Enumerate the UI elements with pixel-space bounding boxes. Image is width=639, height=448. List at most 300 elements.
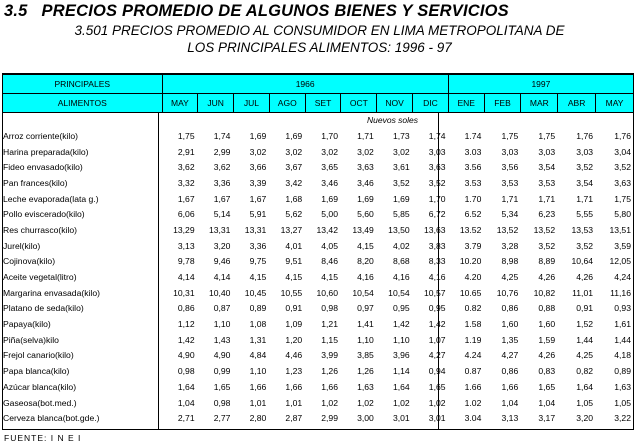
price-cell: 3,13: [177, 240, 195, 251]
header-month: JUN: [198, 94, 234, 113]
row-label: Leche evaporada(lata g.): [3, 193, 99, 204]
price-cell: 5,55: [576, 209, 594, 220]
price-cell: 13,27: [280, 224, 303, 235]
price-cell: 5,91: [249, 209, 267, 220]
price-cell: 1,04: [538, 397, 556, 408]
price-cell: 3,46: [321, 177, 338, 188]
price-cell: 2,71: [177, 413, 195, 424]
price-cell: 1,64: [177, 381, 195, 392]
price-cell: 3.56: [464, 162, 482, 173]
table-row: [2, 206, 634, 222]
price-cell: 1,71: [357, 130, 374, 141]
table-row: [2, 332, 634, 348]
price-cell: 1,35: [501, 334, 519, 345]
price-cell: 4,25: [576, 350, 594, 361]
price-cell: 3,52: [576, 240, 594, 251]
price-cell: 1,67: [177, 193, 195, 204]
price-cell: 1,69: [392, 193, 410, 204]
price-cell: 1,59: [538, 334, 556, 345]
price-cell: 1,15: [321, 334, 338, 345]
price-cell: 13,29: [173, 224, 195, 235]
price-cell: 1,14: [392, 366, 410, 377]
price-cell: 3,04: [614, 146, 631, 157]
price-cell: 1,44: [576, 334, 594, 345]
price-cell: 0,94: [428, 366, 446, 377]
price-cell: 1.19: [464, 334, 482, 345]
price-cell: 3,17: [538, 413, 556, 424]
row-label: Res churrasco(kilo): [3, 224, 78, 235]
price-cell: 3,54: [576, 177, 594, 188]
price-cell: 1,10: [392, 334, 410, 345]
price-cell: 3.03: [464, 146, 482, 157]
price-cell: 10,64: [571, 256, 594, 267]
price-cell: 2,77: [213, 413, 231, 424]
price-cell: 4,90: [213, 350, 231, 361]
price-cell: 1,42: [392, 319, 410, 330]
price-cell: 0,95: [392, 303, 410, 314]
price-cell: 1,31: [249, 334, 267, 345]
price-cell: 4,15: [285, 272, 303, 283]
price-cell: 0,95: [428, 303, 446, 314]
price-cell: 0,89: [614, 366, 631, 377]
price-cell: 8,33: [428, 256, 446, 267]
data-table: [2, 128, 634, 426]
price-cell: 3,02: [321, 146, 338, 157]
price-cell: 10,40: [208, 287, 231, 298]
price-cell: 5,62: [285, 209, 303, 220]
row-label: Harina preparada(kilo): [3, 146, 89, 157]
header-month: MAY: [162, 94, 198, 113]
price-cell: 1,20: [285, 334, 303, 345]
table-row: [2, 191, 634, 207]
price-cell: 2,99: [213, 146, 231, 157]
price-cell: 3,02: [392, 146, 410, 157]
header-month: NOV: [377, 94, 413, 113]
price-cell: 1,61: [614, 319, 631, 330]
header-month: ABR: [558, 94, 596, 113]
price-cell: 4,26: [538, 350, 556, 361]
price-cell: 1,60: [538, 319, 556, 330]
table-row: [2, 301, 634, 317]
price-cell: 1,04: [177, 397, 195, 408]
price-cell: 1,43: [213, 334, 231, 345]
price-cell: 8,98: [501, 256, 519, 267]
price-cell: 3,03: [576, 146, 594, 157]
price-cell: 0,83: [538, 366, 556, 377]
price-cell: 0,82: [576, 366, 594, 377]
price-cell: 1,75: [501, 130, 519, 141]
row-label: Cojinova(kilo): [3, 256, 56, 267]
price-cell: 0,88: [538, 303, 556, 314]
price-cell: 9,75: [249, 256, 267, 267]
row-label: Papa blanca(kilo): [3, 366, 70, 377]
price-cell: 1,74: [213, 130, 231, 141]
table-row: [2, 144, 634, 160]
price-cell: 3,85: [357, 350, 374, 361]
header-label-bottom: ALIMENTOS: [3, 94, 163, 113]
price-cell: 1,63: [357, 381, 374, 392]
table-row: [2, 222, 634, 238]
price-cell: 3,62: [213, 162, 231, 173]
price-cell: 3,61: [392, 162, 410, 173]
price-cell: 6,06: [177, 209, 195, 220]
price-cell: 1,05: [576, 397, 594, 408]
price-cell: 1,41: [357, 319, 374, 330]
price-cell: 1,69: [321, 193, 338, 204]
price-cell: 1,26: [321, 366, 338, 377]
row-label: Platano de seda(kilo): [3, 303, 84, 314]
price-cell: 1,02: [428, 397, 446, 408]
price-cell: 3,62: [177, 162, 195, 173]
price-cell: 3,03: [428, 146, 446, 157]
price-cell: 3,54: [538, 162, 556, 173]
price-cell: 1,65: [428, 381, 446, 392]
price-cell: 5,85: [392, 209, 410, 220]
price-cell: 4,14: [177, 272, 195, 283]
price-cell: 12,05: [609, 256, 631, 267]
price-cell: 3,83: [428, 240, 446, 251]
price-cell: 4,27: [501, 350, 519, 361]
price-cell: 1,12: [177, 319, 195, 330]
price-cell: 6,72: [428, 209, 446, 220]
price-cell: 9,78: [177, 256, 195, 267]
price-cell: 6.52: [464, 209, 482, 220]
price-cell: 1,01: [285, 397, 303, 408]
row-label: Piña(selva)kilo: [3, 334, 59, 345]
table-title: [0, 22, 639, 56]
price-cell: 8,89: [538, 256, 556, 267]
row-label: Fideo envasado(kilo): [3, 162, 83, 173]
source-note: FUENTE: I N E I: [4, 433, 82, 443]
price-cell: 4,26: [538, 272, 556, 283]
price-cell: 1,69: [285, 130, 303, 141]
price-cell: 1,70: [321, 130, 338, 141]
row-label: Aceite vegetal(litro): [3, 272, 77, 283]
table-row: [2, 159, 634, 175]
price-cell: 3,63: [428, 162, 446, 173]
price-cell: 1,73: [392, 130, 410, 141]
price-cell: 1,02: [392, 397, 410, 408]
price-cell: 4,16: [392, 272, 410, 283]
table-row: [2, 285, 634, 301]
price-cell: 10,54: [352, 287, 374, 298]
price-cell: 1.74: [464, 130, 482, 141]
header-month: ENE: [448, 94, 484, 113]
price-cell: 0,98: [177, 366, 195, 377]
price-cell: 5,14: [213, 209, 231, 220]
price-cell: 3,52: [392, 177, 410, 188]
price-cell: 0.82: [464, 303, 482, 314]
table-title-line2: LOS PRINCIPALES ALIMENTOS: 1996 - 97: [187, 40, 452, 55]
price-cell: 0.87: [464, 366, 482, 377]
price-cell: 1,75: [177, 130, 195, 141]
header-month: DIC: [412, 94, 448, 113]
section-number: 3.5: [4, 2, 28, 20]
price-cell: 13,31: [244, 224, 267, 235]
price-cell: 3,03: [538, 146, 556, 157]
table-row: [2, 363, 634, 379]
price-cell: 10,76: [496, 287, 519, 298]
table-row: [2, 254, 634, 270]
price-cell: 13,52: [496, 224, 519, 235]
price-cell: 1,23: [285, 366, 303, 377]
price-cell: 10,31: [173, 287, 195, 298]
price-cell: 0,99: [213, 366, 231, 377]
price-cell: 1,66: [249, 381, 267, 392]
price-cell: 6,23: [538, 209, 556, 220]
price-cell: 3,46: [357, 177, 374, 188]
price-cell: 3,56: [501, 162, 519, 173]
row-label: Arroz corriente(kilo): [3, 130, 78, 141]
price-cell: 1,65: [538, 381, 556, 392]
price-cell: 2,99: [321, 413, 338, 424]
price-cell: 9,46: [213, 256, 231, 267]
price-cell: 1,10: [213, 319, 231, 330]
price-cell: 1,65: [213, 381, 231, 392]
price-cell: 3,36: [249, 240, 267, 251]
price-cell: 3,65: [321, 162, 338, 173]
price-cell: 1,04: [501, 397, 519, 408]
price-cell: 1,69: [357, 193, 374, 204]
price-cell: 0,98: [321, 303, 338, 314]
price-cell: 3,02: [285, 146, 303, 157]
table-row: [2, 348, 634, 364]
price-cell: 1.02: [464, 397, 482, 408]
price-cell: 4,25: [501, 272, 519, 283]
price-cell: 3,52: [576, 162, 594, 173]
header-year-1997: 1997: [448, 75, 633, 94]
price-cell: 0,91: [576, 303, 594, 314]
price-cell: 3,66: [249, 162, 267, 173]
price-cell: 4,05: [321, 240, 338, 251]
price-cell: 1,64: [392, 381, 410, 392]
price-cell: 10,60: [316, 287, 338, 298]
price-cell: 3,32: [177, 177, 195, 188]
row-label: Azúcar blanca(kilo): [3, 381, 77, 392]
price-cell: 1,10: [249, 366, 267, 377]
price-cell: 0,98: [213, 397, 231, 408]
price-cell: 3,39: [249, 177, 267, 188]
price-cell: 0,87: [213, 303, 231, 314]
price-cell: 4,14: [213, 272, 231, 283]
price-cell: 8,46: [321, 256, 338, 267]
table-row: [2, 379, 634, 395]
price-cell: 10,57: [424, 287, 446, 298]
price-cell: 1.70: [464, 193, 482, 204]
price-cell: 0,86: [177, 303, 195, 314]
header-month: MAR: [521, 94, 558, 113]
price-cell: 1,08: [249, 319, 267, 330]
price-cell: 1.58: [464, 319, 482, 330]
price-cell: 13,42: [316, 224, 338, 235]
price-cell: 4,15: [321, 272, 338, 283]
price-cell: 3,53: [501, 177, 519, 188]
price-cell: 0,89: [249, 303, 267, 314]
table-row: [2, 238, 634, 254]
header-year-1996: 1966: [162, 75, 448, 94]
header-month: JUL: [234, 94, 270, 113]
row-label: Frejol canario(kilo): [3, 350, 74, 361]
header-month: FEB: [484, 94, 521, 113]
price-cell: 0,93: [614, 303, 631, 314]
price-cell: 4,18: [614, 350, 631, 361]
price-cell: 1,10: [357, 334, 374, 345]
price-cell: 1,76: [576, 130, 594, 141]
price-cell: 5,80: [614, 209, 631, 220]
price-cell: 1,42: [177, 334, 195, 345]
price-cell: 8,68: [392, 256, 410, 267]
section-title: [4, 2, 509, 21]
price-cell: 2,80: [249, 413, 267, 424]
price-cell: 3,53: [538, 177, 556, 188]
price-cell: 1,70: [428, 193, 446, 204]
price-cell: 4.20: [464, 272, 482, 283]
price-cell: 4,46: [285, 350, 303, 361]
price-cell: 9,51: [285, 256, 303, 267]
row-label: Pan frances(kilo): [3, 177, 68, 188]
price-cell: 0,86: [501, 366, 519, 377]
price-cell: 1,75: [538, 130, 556, 141]
price-cell: 3,63: [357, 162, 374, 173]
section-heading: PRECIOS PROMEDIO DE ALGUNOS BIENES Y SERVICIOS: [41, 2, 509, 20]
price-cell: 1,02: [321, 397, 338, 408]
price-cell: 1,44: [614, 334, 631, 345]
header-month: OCT: [341, 94, 377, 113]
row-label: Margarina envasada(kilo): [3, 287, 100, 298]
price-cell: 3,13: [501, 413, 519, 424]
price-cell: 3,63: [614, 177, 631, 188]
table-row: [2, 410, 634, 426]
price-cell: 3,02: [249, 146, 267, 157]
row-label: Jurel(kilo): [3, 240, 41, 251]
price-cell: 3,03: [501, 146, 519, 157]
price-cell: 3,22: [614, 413, 631, 424]
price-cell: 1,76: [614, 130, 631, 141]
price-cell: 1,09: [285, 319, 303, 330]
price-cell: 1,07: [428, 334, 446, 345]
table-row: [2, 269, 634, 285]
price-cell: 3,52: [538, 240, 556, 251]
price-cell: 3,67: [285, 162, 303, 173]
price-cell: 10.65: [459, 287, 482, 298]
table-title-line1: 3.501 PRECIOS PROMEDIO AL CONSUMIDOR EN LIMA METROPOLITANA DE: [74, 23, 565, 38]
price-cell: 13,51: [609, 224, 631, 235]
price-cell: 4,01: [285, 240, 303, 251]
price-cell: 0,91: [285, 303, 303, 314]
price-cell: 13,31: [208, 224, 231, 235]
price-cell: 11,01: [572, 287, 594, 298]
price-cell: 13,52: [533, 224, 556, 235]
table-row: [2, 175, 634, 191]
price-cell: 10,82: [533, 287, 556, 298]
row-label: Papaya(kilo): [3, 319, 51, 330]
price-cell: 4,24: [614, 272, 631, 283]
price-cell: 4,15: [249, 272, 267, 283]
price-cell: 2,91: [177, 146, 195, 157]
price-cell: 1,52: [576, 319, 594, 330]
price-cell: 0,86: [501, 303, 519, 314]
price-cell: 4,90: [177, 350, 195, 361]
price-cell: 10.20: [459, 256, 482, 267]
price-cell: 1,63: [614, 381, 631, 392]
price-cell: 1,26: [357, 366, 374, 377]
price-cell: 13,53: [571, 224, 594, 235]
price-cell: 3,36: [213, 177, 231, 188]
price-cell: 3,42: [285, 177, 303, 188]
price-cell: 1,71: [501, 193, 519, 204]
header-month: MAY: [596, 94, 634, 113]
price-cell: 1,74: [428, 130, 446, 141]
price-cell: 3,59: [614, 240, 631, 251]
price-cell: 4.24: [464, 350, 482, 361]
price-cell: 1,71: [538, 193, 556, 204]
header-month: SET: [305, 94, 341, 113]
price-cell: 4,16: [357, 272, 374, 283]
price-cell: 1,21: [321, 319, 338, 330]
price-cell: 1,05: [614, 397, 631, 408]
price-cell: 3,52: [614, 162, 631, 173]
row-label: Gaseosa(bot.med.): [3, 397, 77, 408]
price-cell: 3,52: [428, 177, 446, 188]
price-cell: 1,64: [576, 381, 594, 392]
table-row: [2, 316, 634, 332]
price-cell: 4,84: [249, 350, 267, 361]
price-cell: 1,69: [249, 130, 267, 141]
price-cell: 4,27: [428, 350, 446, 361]
price-cell: 13,50: [388, 224, 410, 235]
price-cell: 3,01: [428, 413, 446, 424]
price-cell: 8,20: [357, 256, 374, 267]
price-cell: 3,28: [501, 240, 519, 251]
price-cell: 3.79: [464, 240, 482, 251]
price-cell: 3,20: [576, 413, 594, 424]
price-cell: 10,55: [280, 287, 303, 298]
price-cell: 2,87: [285, 413, 303, 424]
price-cell: 13.52: [459, 224, 482, 235]
price-cell: 5,00: [321, 209, 338, 220]
price-cell: 1,60: [501, 319, 519, 330]
price-cell: 1,67: [213, 193, 231, 204]
price-cell: 1,42: [428, 319, 446, 330]
price-cell: 3,00: [357, 413, 374, 424]
price-cell: 1,66: [501, 381, 519, 392]
price-cell: 5,34: [501, 209, 519, 220]
price-cell: 10,45: [244, 287, 267, 298]
price-cell: 3.04: [464, 413, 482, 424]
price-cell: 1,75: [614, 193, 631, 204]
price-cell: 3,20: [213, 240, 231, 251]
price-cell: 1,67: [249, 193, 267, 204]
price-cell: 1,01: [249, 397, 267, 408]
price-cell: 10,54: [388, 287, 410, 298]
price-cell: 5,60: [357, 209, 374, 220]
table-row: [2, 128, 634, 144]
price-cell: 3,99: [321, 350, 338, 361]
header-month: AGO: [269, 94, 305, 113]
price-cell: 1,66: [321, 381, 338, 392]
price-cell: 11,16: [610, 287, 631, 298]
price-cell: 4,02: [392, 240, 410, 251]
price-cell: 1,02: [357, 397, 374, 408]
table-row: [2, 395, 634, 411]
price-cell: 3.53: [464, 177, 482, 188]
unit-label: Nuevos soles: [367, 115, 419, 125]
price-cell: 1,66: [285, 381, 303, 392]
header-label-top: PRINCIPALES: [3, 75, 163, 94]
price-cell: 13,63: [424, 224, 446, 235]
price-cell: 0,97: [357, 303, 374, 314]
row-label: Cerveza blanca(bot.gde.): [3, 413, 100, 424]
